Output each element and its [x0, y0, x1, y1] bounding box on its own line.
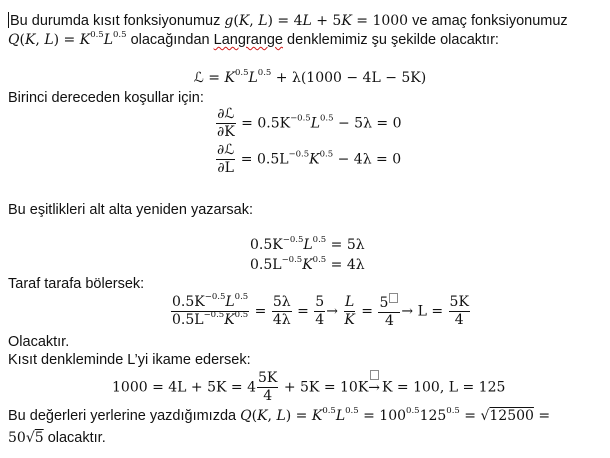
text: olacağından: [130, 32, 210, 48]
placeholder-glyph: [370, 370, 379, 380]
placeholder-glyph: [389, 293, 398, 303]
line-constraint: [8, 12, 568, 29]
olacaktir-text: Olacaktır.: [8, 334, 70, 350]
lagrangian-equation: ℒ = $K^{0.5}L^{0.5} + \lambda(1000 - 4L - 5K)$: [193, 68, 427, 86]
substitution-equation: 1000 = 4L + 5K = 4 $\frac{5K}{4}$ + 5K = 10K→ K = 100, L = 125: [112, 370, 506, 404]
foc-l-equation: $\frac{\text{∂ℒ}}{\partial L}$ = $0.5L^{-0.5}K^{0.5} - 4\lambda = 0$: [217, 142, 402, 176]
text: olacaktır.: [47, 430, 106, 446]
rewrite-eq-1: $0.5K^{-0.5}L^{0.5} = 5\lambda$: [250, 235, 365, 253]
divide-label: Taraf tarafa bölersek:: [8, 276, 145, 292]
rewrite-label: Bu eşitlikleri alt alta yeniden yazarsak:: [8, 202, 254, 218]
division-equation: $\frac{0.5K^{-0.5}L^{0.5}}{0.5L^{-0.5}K^{0.5}}$ = $\frac{5\lambda}{4\lambda}$ = $\frac{5}{4}$ → $\frac{L}{K}$ = $\frac{5}{4}$ → L = $\frac{5K}{4}$: [172, 292, 469, 329]
first-order-label: Birinci dereceden koşullar için:: [8, 90, 204, 106]
text: denklemimiz şu şekilde olacaktır:: [287, 32, 499, 48]
final-line: [8, 408, 550, 424]
substitute-label: Kısıt denkleminde L’yi ikame edersek:: [8, 352, 251, 368]
text-cursor: [8, 12, 9, 28]
spellcheck-word[interactable]: Langrange: [213, 32, 283, 48]
rewrite-eq-2: $0.5L^{-0.5}K^{0.5} = 4\lambda$: [250, 255, 365, 273]
objective-function: Q(K, $L) = K^{0.5}L^{0.5}$: [8, 30, 127, 48]
text: Bu değerleri yerlerine yazdığımızda: [8, 408, 237, 424]
line-objective: [8, 32, 499, 48]
constraint-equation: g(K, L) = 4L + 5K = 1000: [224, 13, 409, 29]
text: ve amaç fonksiyonumuz: [412, 13, 568, 29]
foc-k-equation: $\frac{\text{∂ℒ}}{\partial K}$ = $0.5K^{-0.5}L^{0.5} - 5\lambda = 0$: [217, 106, 402, 140]
text: Bu durumda kısıt fonksiyonumuz: [10, 13, 221, 29]
final-equation: Q(K, $L) = K^{0.5}L^{0.5} = 100^{0.5}125^{0.5} = √12500$ =: [240, 406, 551, 424]
final-line-2: 50√5 olacaktır.: [8, 430, 106, 446]
